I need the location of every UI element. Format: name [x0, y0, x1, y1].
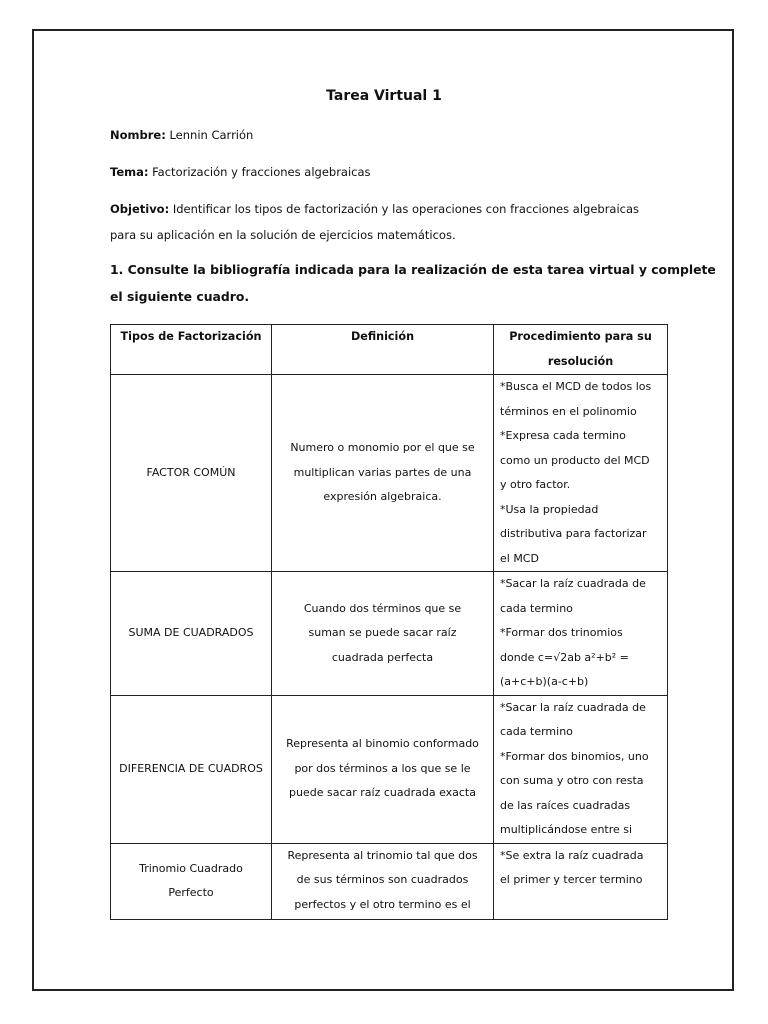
question-line-1: 1. Consulte la bibliografía indicada para la realización de esta tarea virtual y complete [110, 262, 716, 277]
definicion-line: Cuando dos términos que se [303, 601, 462, 615]
objetivo-text-2: para su aplicación en la solución de ejercicios matemáticos. [110, 228, 456, 242]
row-definicion [272, 843, 494, 919]
tema-label: Tema: [110, 165, 149, 179]
definicion-line: Numero o monomio por el que se [290, 441, 475, 455]
procedimiento-line: donde c=√2ab a²+b² = [500, 650, 629, 664]
objetivo-text-1: Identificar los tipos de factorización y las operaciones con fracciones algebraicas [172, 202, 640, 216]
procedimiento-line: *Se extra la raíz cuadrada [500, 848, 644, 862]
table-row [111, 843, 668, 919]
procedimiento-line: *Formar dos trinomios [500, 626, 623, 639]
procedimiento-line: distributiva para factorizar [500, 527, 647, 540]
procedimiento-line: como un producto del MCD [500, 453, 650, 467]
procedimiento-line: *Busca el MCD de todos los [500, 380, 652, 393]
procedimiento-line: *Usa la propiedad [500, 502, 599, 516]
procedimiento-line: y otro factor. [500, 478, 571, 491]
row-tipo: DIFERENCIA DE CUADROS [111, 695, 272, 843]
table-row [111, 375, 668, 572]
header-procedimiento: Procedimiento para su resolución [494, 325, 668, 375]
procedimiento-line: *Expresa cada termino [500, 429, 626, 442]
procedimiento-line: *Sacar la raíz cuadrada de [500, 700, 646, 714]
row-procedimiento [494, 695, 668, 843]
row-definicion [272, 572, 494, 696]
definicion-line: de sus términos son cuadrados [296, 873, 469, 886]
definicion-line: multiplican varias partes de una [293, 465, 472, 479]
factorization-table [110, 324, 668, 920]
row-procedimiento [494, 375, 668, 572]
procedimiento-line: cada termino [500, 601, 573, 615]
definicion-line: puede sacar raíz cuadrada exacta [289, 786, 476, 800]
document-title: Tarea Virtual 1 [326, 88, 442, 104]
nombre-value: Lennin Carrión [169, 128, 254, 142]
objetivo-line [110, 202, 639, 216]
procedimiento-line: *Formar dos binomios, uno [500, 749, 649, 763]
nombre-line [110, 128, 253, 142]
procedimiento-line: el primer y tercer termino [500, 873, 643, 886]
procedimiento-line: cada termino [500, 725, 573, 738]
procedimiento-line: términos en el polinomio [500, 404, 637, 418]
procedimiento-line: el MCD [500, 551, 539, 565]
tipo-line: Trinomio Cuadrado [139, 861, 243, 875]
row-definicion [272, 695, 494, 843]
row-tipo: FACTOR COMÚN [111, 375, 272, 572]
definicion-line: cuadrada perfecta [331, 650, 434, 664]
table-header-row [111, 325, 668, 375]
table-row [111, 695, 668, 843]
row-definicion [272, 375, 494, 572]
tema-value: Factorización y fracciones algebraicas [152, 165, 371, 179]
definicion-line: Representa al trinomio tal que dos [287, 848, 478, 862]
procedimiento-line: de las raíces cuadradas [500, 798, 631, 812]
definicion-line: expresión algebraica. [323, 490, 442, 504]
procedimiento-line: multiplicándose entre si [500, 823, 633, 836]
row-procedimiento [494, 843, 668, 919]
procedimiento-line: con suma y otro con resta [500, 774, 644, 787]
question-line-2: el siguiente cuadro. [110, 289, 250, 304]
table-row [111, 572, 668, 696]
row-procedimiento [494, 572, 668, 696]
definicion-line: por dos términos a los que se le [294, 761, 471, 775]
row-tipo: SUMA DE CUADRADOS [111, 572, 272, 696]
procedimiento-line: (a+c+b)(a-c+b) [500, 675, 589, 688]
objetivo-label: Objetivo: [110, 202, 170, 216]
tipo-line: Perfecto [168, 886, 214, 899]
row-tipo [111, 843, 272, 919]
procedimiento-line: *Sacar la raíz cuadrada de [500, 577, 646, 590]
nombre-label: Nombre: [110, 128, 166, 142]
header-tipos: Tipos de Factorización [111, 325, 272, 375]
definicion-line: Representa al binomio conformado [286, 737, 479, 751]
definicion-line: perfectos y el otro termino es el [294, 897, 471, 911]
tema-line [110, 165, 371, 179]
header-definicion: Definición [272, 325, 494, 375]
definicion-line: suman se puede sacar raíz [308, 626, 457, 639]
